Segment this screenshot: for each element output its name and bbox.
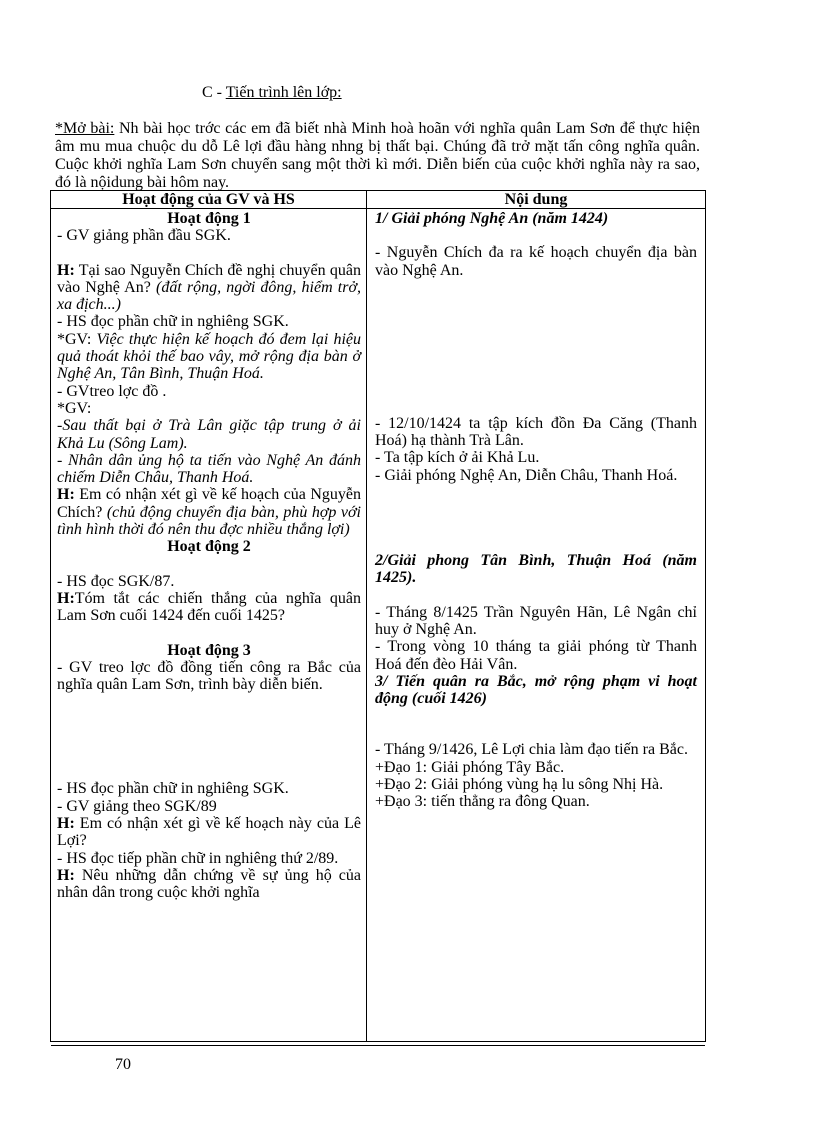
- section-3-line: +Đạo 2: Giải phóng vùng hạ lu sông Nhị Hà.: [375, 776, 664, 794]
- heading-prefix: C -: [202, 84, 226, 101]
- section-1-line: - Nguyễn Chích đa ra kế hoạch chuyển địa bàn vào Nghệ An.: [375, 244, 697, 279]
- activity-1-question: H: Em có nhận xét gì về kế hoạch của Nguyễn Chích? (chủ động chuyển địa bàn, phù hợp với tình hình thời đó nên thu đợc nhiều thắng lợi): [57, 486, 361, 539]
- column-divider: [366, 191, 367, 1041]
- section-3-line: - Tháng 9/1426, Lê Lợi chia làm đạo tiến ra Bắc.: [375, 741, 688, 759]
- section-2-line: - Trong vòng 10 tháng ta giải phóng từ Thanh Hoá đến đèo Hải Vân.: [375, 638, 697, 673]
- section-1-title: 1/ Giải phóng Nghệ An (năm 1424): [375, 210, 609, 227]
- intro-paragraph: [55, 120, 700, 192]
- section-1-line: - Ta tập kích ở ải Khả Lu.: [375, 449, 540, 467]
- col-header-content: Nội dung: [504, 191, 568, 208]
- section-1-line: - Giải phóng Nghệ An, Diễn Châu, Thanh Hoá.: [375, 466, 678, 484]
- activity-3-line: - GV treo lợc đồ đồng tiến công ra Bắc của nghĩa quân Lam Sơn, trình bày diễn biến.: [57, 658, 361, 694]
- intro-text: Nh bài học trớc các em đã biết nhà Minh hoà hoãn với nghĩa quân Lam Sơn để thực hiện âm mu mua chuộc du dỗ Lê lợi đầu hàng nhng bị thất bại. Chúng đã trở mặt tấn công nghĩa quân. Cuộc khởi nghĩa Lam Sơn chuyển sang một thời kì mới. Diễn biến của cuộc khởi nghĩa này ra sao, đó là nộidung bài hôm nay.: [55, 120, 701, 191]
- activity-3-line: - HS đọc tiếp phần chữ in nghiêng thứ 2/89.: [57, 849, 339, 867]
- activity-1-line: *GV:: [57, 399, 92, 417]
- activity-1-line: - GV giảng phần đầu SGK.: [57, 227, 231, 245]
- activity-1-gv-note: *GV: Việc thực hiện kế hoạch đó đem lại hiệu quả thoát khỏi thế bao vây, mở rộng địa bàn ở Nghệ An, Tân Bình, Thuận Hoá.: [57, 330, 361, 383]
- activity-1-line: - GVtreo lợc đồ .: [57, 382, 167, 400]
- section-3-line: +Đạo 3: tiến thẳng ra đông Quan.: [375, 793, 590, 811]
- section-2-title: 2/Giải phong Tân Bình, Thuận Hoá (năm 1425).: [375, 552, 697, 587]
- page-number: 70: [115, 1056, 131, 1073]
- activity-2-question: H:Tóm tắt các chiến thắng của nghĩa quân Lam Sơn cuối 1424 đến cuối 1425?: [57, 589, 361, 625]
- lesson-table: [50, 190, 706, 1042]
- activity-1-title: Hoạt động 1: [167, 210, 251, 227]
- activity-3-question: H: Em có nhận xét gì về kế hoạch này của Lê Lợi?: [57, 815, 361, 850]
- heading-title: Tiến trình lên lớp:: [225, 84, 342, 101]
- activity-3-question: H: Nêu những dẫn chứng về sự ủng hộ của nhân dân trong cuộc khởi nghĩa: [57, 866, 361, 902]
- section-3-title: 3/ Tiến quân ra Bắc, mở rộng phạm vi hoạt động (cuối 1426): [375, 672, 697, 708]
- activity-3-title: Hoạt động 3: [167, 641, 251, 659]
- activity-3-line: - HS đọc phần chữ in nghiêng SGK.: [57, 780, 289, 798]
- activity-1-note: - Nhân dân ủng hộ ta tiến vào Nghệ An đánh chiếm Diễn Châu, Thanh Hoá.: [57, 451, 361, 487]
- activity-1-line: - HS đọc phần chữ in nghiêng SGK.: [57, 313, 289, 331]
- bottom-double-line: [51, 1045, 705, 1046]
- section-2-line: - Tháng 8/1425 Trần Nguyên Hãn, Lê Ngân chỉ huy ở Nghệ An.: [375, 603, 697, 638]
- activity-2-title: Hoạt động 2: [167, 538, 251, 556]
- section-1-line: - 12/10/1424 ta tập kích đồn Đa Căng (Thanh Hoá) hạ thành Trà Lân.: [375, 414, 697, 450]
- section-3-line: +Đạo 1: Giải phóng Tây Bắc.: [375, 758, 565, 776]
- col-header-activities: Hoạt động của GV và HS: [122, 191, 295, 208]
- activity-1-question: H: Tại sao Nguyễn Chích đề nghị chuyển quân vào Nghệ An? (đất rộng, ngời đông, hiểm trở, xa địch...): [57, 261, 362, 314]
- left-column: [57, 210, 361, 902]
- section-heading: [202, 84, 342, 102]
- activity-2-line: - HS đọc SGK/87.: [57, 572, 175, 590]
- activity-1-note: -Sau thất bại ở Trà Lân giặc tập trung ở ải Khả Lu (Sông Lam).: [57, 417, 361, 452]
- header-divider: [51, 208, 705, 209]
- right-column: [375, 210, 697, 811]
- intro-label: *Mở bài:: [55, 120, 115, 137]
- activity-3-line: - GV giảng theo SGK/89: [57, 797, 217, 815]
